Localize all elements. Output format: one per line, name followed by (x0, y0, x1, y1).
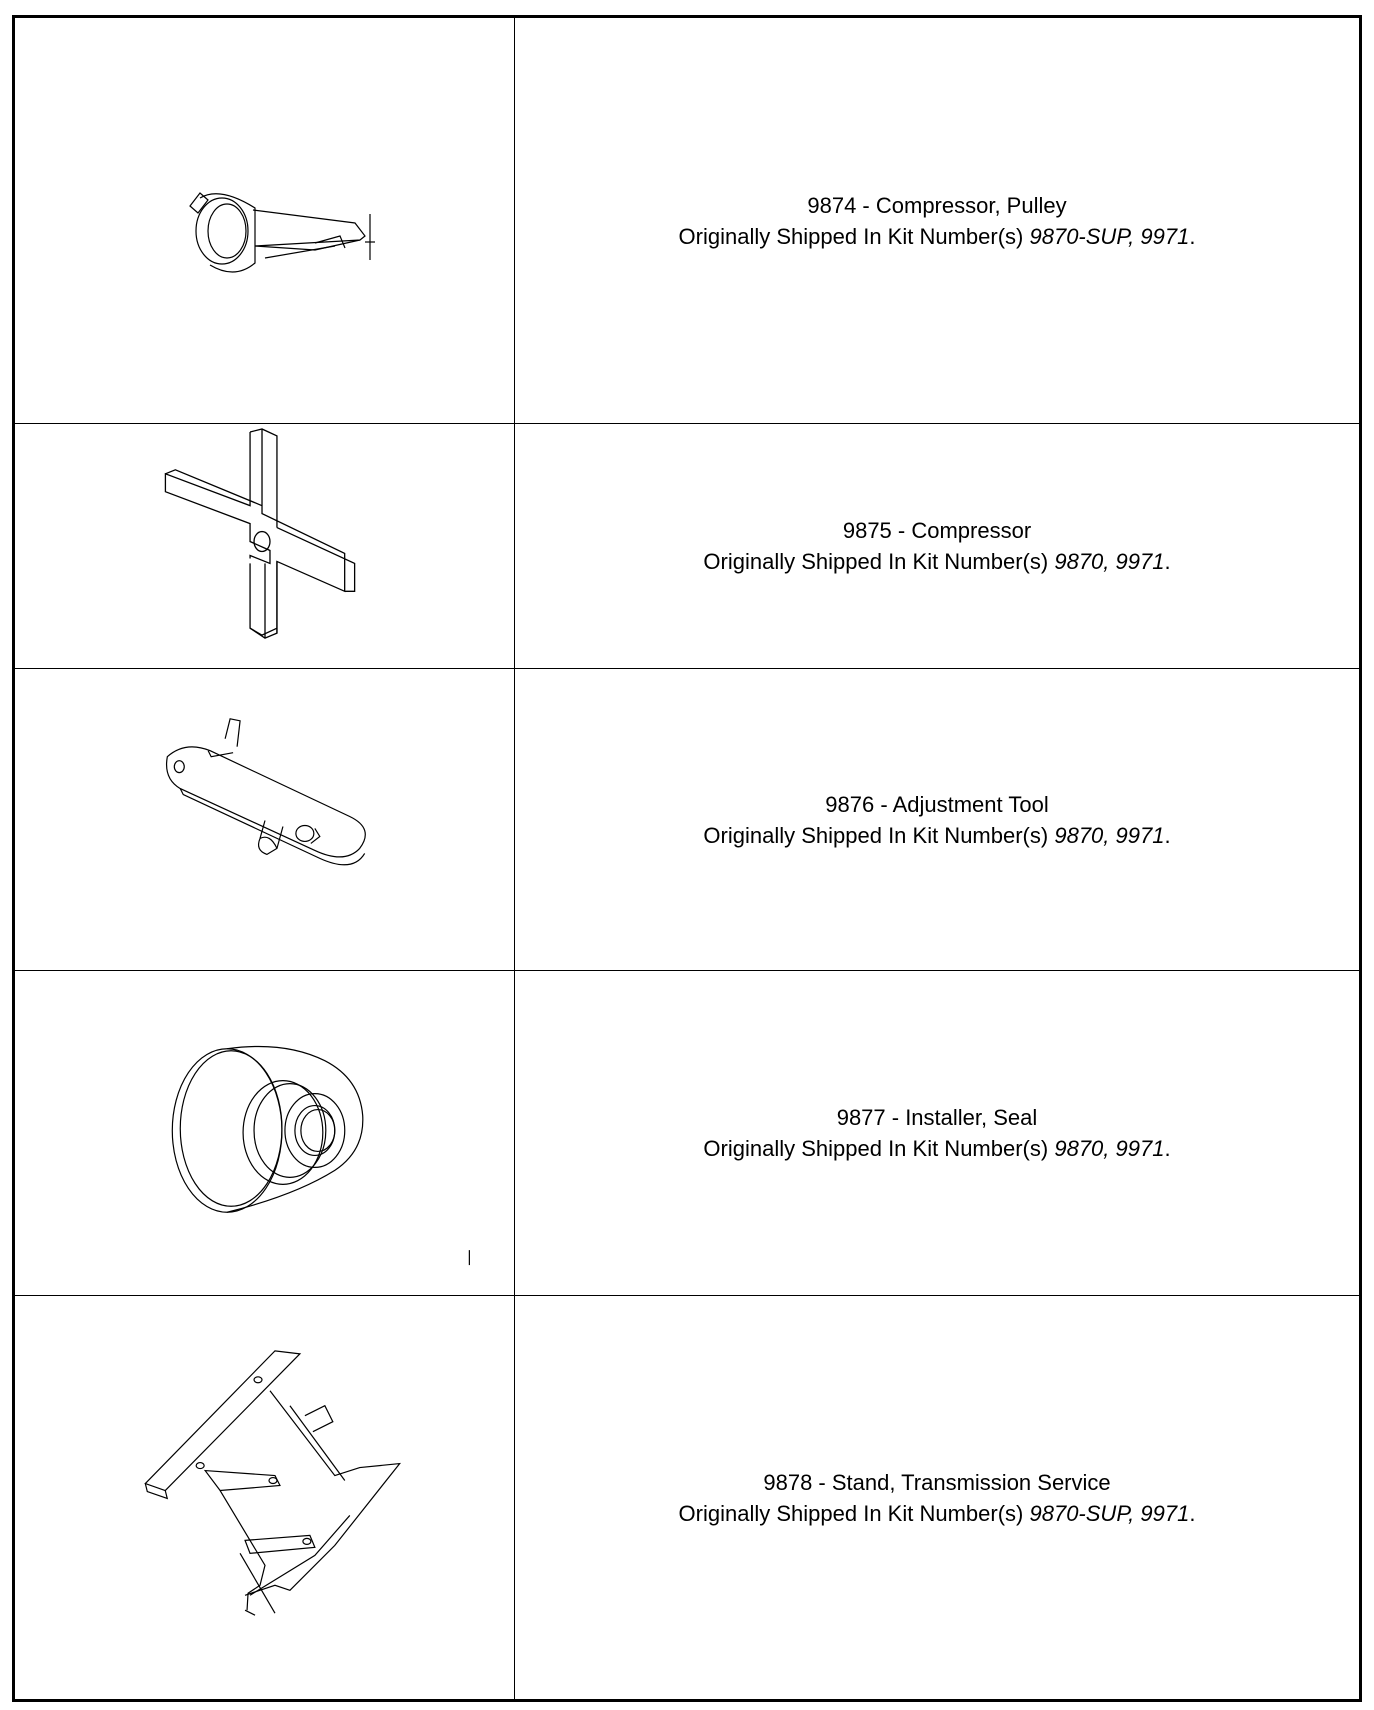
tool-image-cell (15, 18, 515, 423)
kit-numbers: 9870, 9971 (1054, 822, 1165, 848)
tool-image-cell (15, 669, 515, 970)
shipped-label: Originally Shipped In Kit Number(s) (678, 223, 1024, 249)
kit-numbers: 9870, 9971 (1054, 549, 1165, 574)
pulley-compressor-icon (15, 18, 515, 423)
cross-compressor-icon (15, 424, 515, 668)
tool-title: 9878 - Stand, Transmission Service (763, 1469, 1111, 1495)
tool-description (515, 669, 1359, 970)
tool-title: 9874 - Compressor, Pulley (807, 192, 1067, 218)
tool-title: 9876 - Adjustment Tool (825, 791, 1049, 817)
tool-image-cell (15, 424, 515, 668)
shipped-label: Originally Shipped In Kit Number(s) (678, 1500, 1024, 1526)
tool-title: 9875 - Compressor (842, 518, 1032, 543)
seal-installer-icon (15, 971, 515, 1295)
shipped-in-line: Originally Shipped In Kit Number(s) 9870, 9971. (703, 549, 1171, 574)
shipped-label: Originally Shipped In Kit Number(s) (703, 1136, 1049, 1161)
shipped-in-line: Originally Shipped In Kit Number(s) 9870, 9971. (703, 1136, 1171, 1161)
tool-title: 9877 - Installer, Seal (836, 1105, 1038, 1130)
shipped-in-line: Originally Shipped In Kit Number(s) 9870, 9971. (703, 822, 1171, 848)
shipped-in-line: Originally Shipped In Kit Number(s) 9870-SUP, 9971. (678, 1500, 1196, 1526)
tool-image-cell (15, 971, 515, 1295)
table-row (15, 423, 1359, 668)
table-row (15, 18, 1359, 423)
tool-description (515, 1296, 1359, 1699)
kit-numbers: 9870-SUP, 9971 (1029, 1500, 1190, 1526)
transmission-stand-icon (15, 1296, 515, 1699)
tool-image-cell (15, 1296, 515, 1699)
table-row (15, 970, 1359, 1295)
tool-table (12, 15, 1362, 1702)
tool-description (515, 18, 1359, 423)
shipped-label: Originally Shipped In Kit Number(s) (703, 822, 1049, 848)
tool-description (515, 971, 1359, 1295)
kit-numbers: 9870, 9971 (1054, 1136, 1165, 1161)
table-row (15, 1295, 1359, 1699)
shipped-label: Originally Shipped In Kit Number(s) (703, 549, 1049, 574)
tool-description (515, 424, 1359, 668)
shipped-in-line: Originally Shipped In Kit Number(s) 9870-SUP, 9971. (678, 223, 1196, 249)
adjustment-tool-icon (15, 669, 515, 970)
kit-numbers: 9870-SUP, 9971 (1029, 223, 1190, 249)
table-row (15, 668, 1359, 970)
